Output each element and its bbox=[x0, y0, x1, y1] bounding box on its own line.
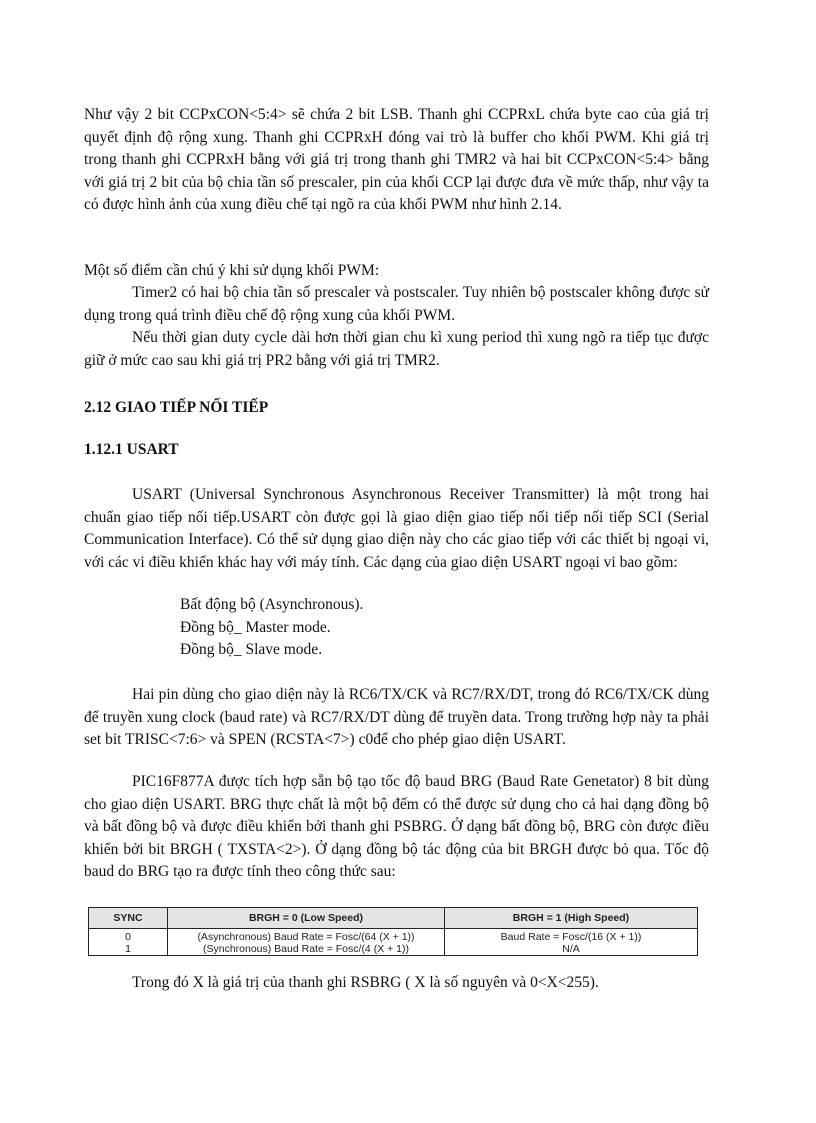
table-cell: Baud Rate = Fosc/(16 (X + 1)) bbox=[445, 929, 698, 944]
table-cell: 1 bbox=[89, 943, 168, 956]
list-item: Đồng bộ_ Slave mode. bbox=[180, 641, 323, 658]
paragraph-x-definition: Trong đó X là giá trị của thanh ghi RSBRG ( X là số nguyên và 0<X<255). bbox=[132, 974, 599, 991]
table-header-row bbox=[89, 908, 698, 929]
table-cell: (Asynchronous) Baud Rate = Fosc/(64 (X + 1)) bbox=[168, 929, 445, 944]
list-item: Đồng bộ_ Master mode. bbox=[180, 618, 331, 636]
paragraph-usart-intro: USART (Universal Synchronous Asynchronous Receiver Transmitter) là một trong hai chuẩn giao tiếp nối tiếp.USART còn được gọi là giao diện giao tiếp nối tiếp nối tiếp SCI (Serial Communication Interface). Có thể sử dụng giao diện này cho các giao tiếp với các thiết bị ngoại vi, với các vi điều khiển khác hay với máy tính. Các dạng của giao diện USART ngoại vi bao gồm: bbox=[84, 486, 709, 571]
list-item: Bất động bộ (Asynchronous). bbox=[180, 596, 364, 613]
paragraph-pwm-notes-intro: Một số điểm cần chú ý khi sử dụng khối PWM: bbox=[84, 262, 380, 279]
paragraph-timer2-note: Timer2 có hai bộ chia tần số prescaler và postscaler. Tuy nhiên bộ postscaler không được sử dụng trong quá trình điều chế độ rộng xung của khối PWM. bbox=[84, 284, 709, 324]
subsection-heading: 1.12.1 USART bbox=[84, 441, 179, 458]
table-cell: N/A bbox=[445, 943, 698, 956]
table-cell: (Synchronous) Baud Rate = Fosc/(4 (X + 1)) bbox=[168, 943, 445, 956]
baud-rate-table bbox=[88, 907, 698, 956]
usart-modes-list bbox=[180, 594, 363, 662]
paragraph-ccp-pwm: Như vậy 2 bit CCPxCON<5:4> sẽ chứa 2 bit LSB. Thanh ghi CCPRxL chứa byte cao của giá trị quyết định độ rộng xung. Thanh ghi CCPRxH đóng vai trò là buffer cho khối PWM. Khi giá trị trong thanh ghi CCPRxH bằng với giá trị trong thanh ghi TMR2 và hai bit CCPxCON<5:4> bằng với giá trị 2 bit của bộ chia tần số prescaler, pin của khối CCP lại được đưa về mức thấp, như vậy ta có được hình ảnh của xung điều chế tại ngõ ra của khối PWM như hình 2.14. bbox=[84, 106, 709, 213]
paragraph-usart-pins: Hai pin dùng cho giao diện này là RC6/TX/CK và RC7/RX/DT, trong đó RC6/TX/CK dùng để truyền xung clock (baud rate) và RC7/RX/DT dùng để truyền data. Trong trường hợp này ta phải set bit TRISC<7:6> và SPEN (RCSTA<7>) c0để cho phép giao diện USART. bbox=[84, 686, 709, 748]
table-row bbox=[89, 943, 698, 956]
header-high-speed: BRGH = 1 (High Speed) bbox=[445, 908, 698, 929]
header-sync: SYNC bbox=[89, 908, 168, 929]
table-row bbox=[89, 929, 698, 944]
paragraph-brg: PIC16F877A được tích hợp sẵn bộ tạo tốc độ baud BRG (Baud Rate Genetator) 8 bit dùng cho giao diện USART. BRG thực chất là một bộ đếm có thể được sử dụng cho cả hai dạng đồng bộ và bất đồng bộ và được điều khiển bởi thanh ghi PSBRG. Ở dạng bất đồng bộ, BRG còn được điều khiển bởi bit BRGH ( TXSTA<2>). Ở dạng đồng bộ tác động của bit BRGH được bỏ qua. Tốc độ baud do BRG tạo ra được tính theo công thức sau: bbox=[84, 773, 709, 880]
header-low-speed: BRGH = 0 (Low Speed) bbox=[168, 908, 445, 929]
paragraph-duty-cycle-note: Nếu thời gian duty cycle dài hơn thời gian chu kì xung period thì xung ngõ ra tiếp tục được giữ ở mức cao sau khi giá trị PR2 bằng với giá trị TMR2. bbox=[84, 329, 709, 369]
section-heading: 2.12 GIAO TIẾP NỐI TIẾP bbox=[84, 399, 269, 416]
table-cell: 0 bbox=[89, 929, 168, 944]
